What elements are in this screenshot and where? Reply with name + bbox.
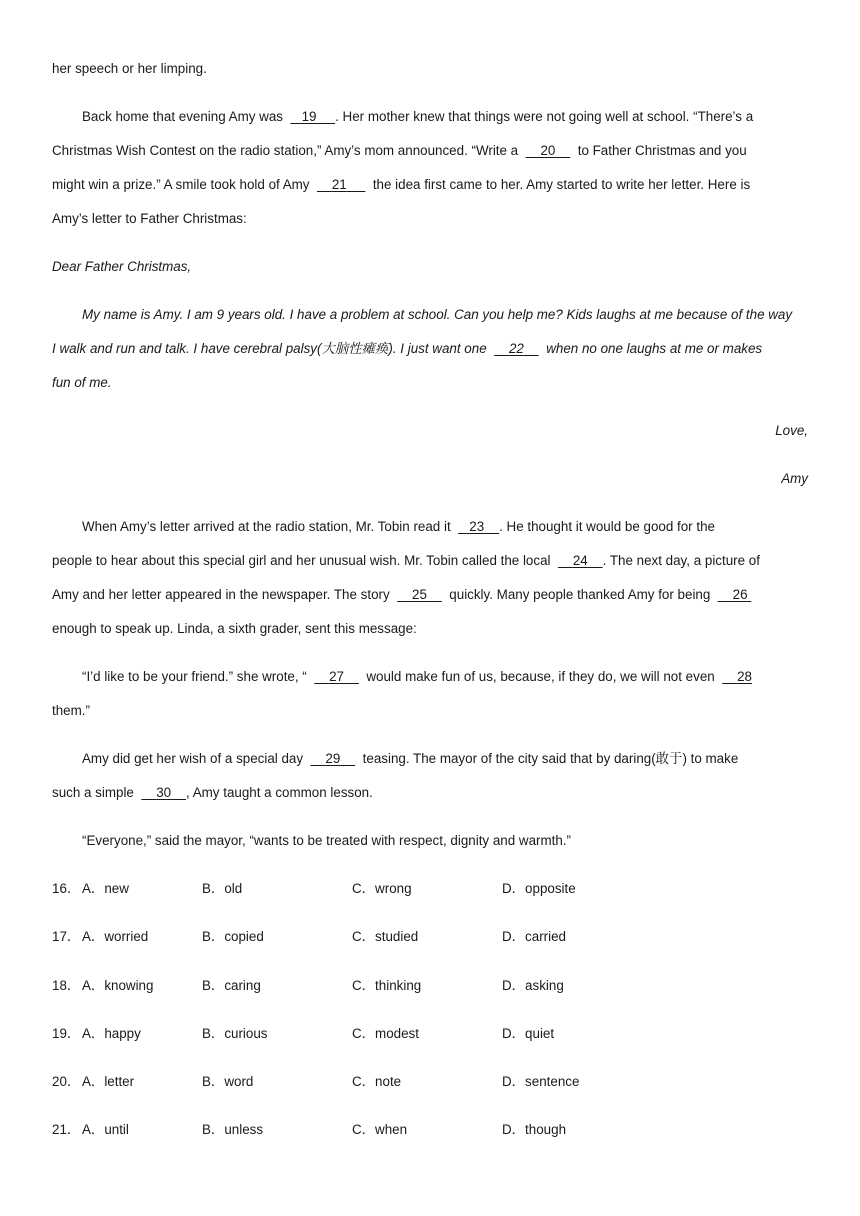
option-b[interactable]: B．curious	[202, 1026, 268, 1041]
option-d[interactable]: D．though	[502, 1122, 567, 1137]
blank-25: 25	[412, 587, 427, 602]
letter-line: My name is Amy. I am 9 years old. I have a problem at school. Can you help me? Kids laughs at me because of the way	[82, 307, 793, 322]
option-a[interactable]: A．new	[82, 881, 129, 896]
option-a[interactable]: A．until	[82, 1122, 129, 1137]
option-c[interactable]: C．modest	[352, 1026, 419, 1041]
passage-line: “I’d like to be your friend.” she wrote, “ 27 would make fun of us, because, if they do, we will not even 28	[82, 669, 752, 684]
passage-line: Back home that evening Amy was 19 . Her mother knew that things were not going well at school. “There’s a	[82, 109, 754, 124]
letter-greeting: Dear Father Christmas,	[52, 259, 192, 274]
blank-27: 27	[329, 669, 345, 684]
option-a[interactable]: A．worried	[82, 929, 149, 944]
option-c[interactable]: C．when	[352, 1122, 408, 1137]
option-b[interactable]: B．word	[202, 1074, 254, 1089]
question-number: 17．	[52, 929, 81, 944]
blank-24: 24	[572, 553, 588, 568]
option-a[interactable]: A．knowing	[82, 978, 154, 993]
option-b[interactable]: B．old	[202, 881, 243, 896]
option-d[interactable]: D．sentence	[502, 1074, 580, 1089]
blank-19: 19	[301, 109, 317, 124]
option-b[interactable]: B．caring	[202, 978, 261, 993]
passage-line: such a simple 30 , Amy taught a common lesson.	[52, 785, 373, 800]
passage-line: Amy’s letter to Father Christmas:	[52, 211, 247, 226]
passage-line: “Everyone,” said the mayor, “wants to be treated with respect, dignity and warmth.”	[82, 833, 571, 848]
question-number: 21．	[52, 1122, 81, 1137]
blank-22: 22	[508, 341, 524, 356]
passage-line: When Amy’s letter arrived at the radio station, Mr. Tobin read it 23 . He thought it would be good for the	[82, 519, 715, 534]
option-c[interactable]: C．studied	[352, 929, 419, 944]
option-c[interactable]: C．note	[352, 1074, 402, 1089]
question-number: 19．	[52, 1026, 81, 1041]
passage-line: Christmas Wish Contest on the radio station,” Amy’s mom announced. “Write a 20 to Father Christmas and you	[52, 143, 747, 158]
blank-28: 28	[737, 669, 752, 684]
passage-line: Amy did get her wish of a special day 29 teasing. The mayor of the city said that by daring(敢于) to make	[82, 751, 739, 766]
option-b[interactable]: B．copied	[202, 929, 264, 944]
option-d[interactable]: D．quiet	[502, 1026, 555, 1041]
question-number: 18．	[52, 978, 81, 993]
letter-line: I walk and run and talk. I have cerebral palsy(大脑性瘫痪). I just want one 22 when no one laughs at me or makes	[52, 341, 763, 356]
question-number: 20．	[52, 1074, 81, 1089]
letter-closing: Love,	[775, 423, 808, 438]
blank-21: 21	[331, 177, 347, 192]
passage-line: might win a prize.” A smile took hold of Amy 21 the idea first came to her. Amy started to write her letter. Here is	[52, 177, 751, 192]
passage-line: Amy and her letter appeared in the newspaper. The story 25 quickly. Many people thanked Amy for being 26	[52, 586, 812, 604]
blank-29: 29	[325, 751, 341, 766]
option-a[interactable]: A．happy	[82, 1026, 141, 1041]
passage-line: enough to speak up. Linda, a sixth grader, sent this message:	[52, 621, 417, 636]
option-a[interactable]: A．letter	[82, 1074, 135, 1089]
option-d[interactable]: D．asking	[502, 978, 564, 993]
option-b[interactable]: B．unless	[202, 1122, 264, 1137]
option-c[interactable]: C．wrong	[352, 881, 412, 896]
option-c[interactable]: C．thinking	[352, 978, 422, 993]
question-number: 16．	[52, 881, 81, 896]
letter-line: fun of me.	[52, 375, 112, 390]
blank-26: 26	[732, 587, 748, 602]
passage-line: them.”	[52, 703, 90, 718]
blank-23: 23	[469, 519, 485, 534]
blank-30: 30	[156, 785, 172, 800]
passage-line: her speech or her limping.	[52, 61, 207, 76]
blank-20: 20	[540, 143, 556, 158]
letter-signature: Amy	[781, 471, 808, 486]
passage-line: people to hear about this special girl and her unusual wish. Mr. Tobin called the local 24 . The next day, a picture of	[52, 553, 760, 568]
option-d[interactable]: D．carried	[502, 929, 566, 944]
option-d[interactable]: D．opposite	[502, 881, 576, 896]
